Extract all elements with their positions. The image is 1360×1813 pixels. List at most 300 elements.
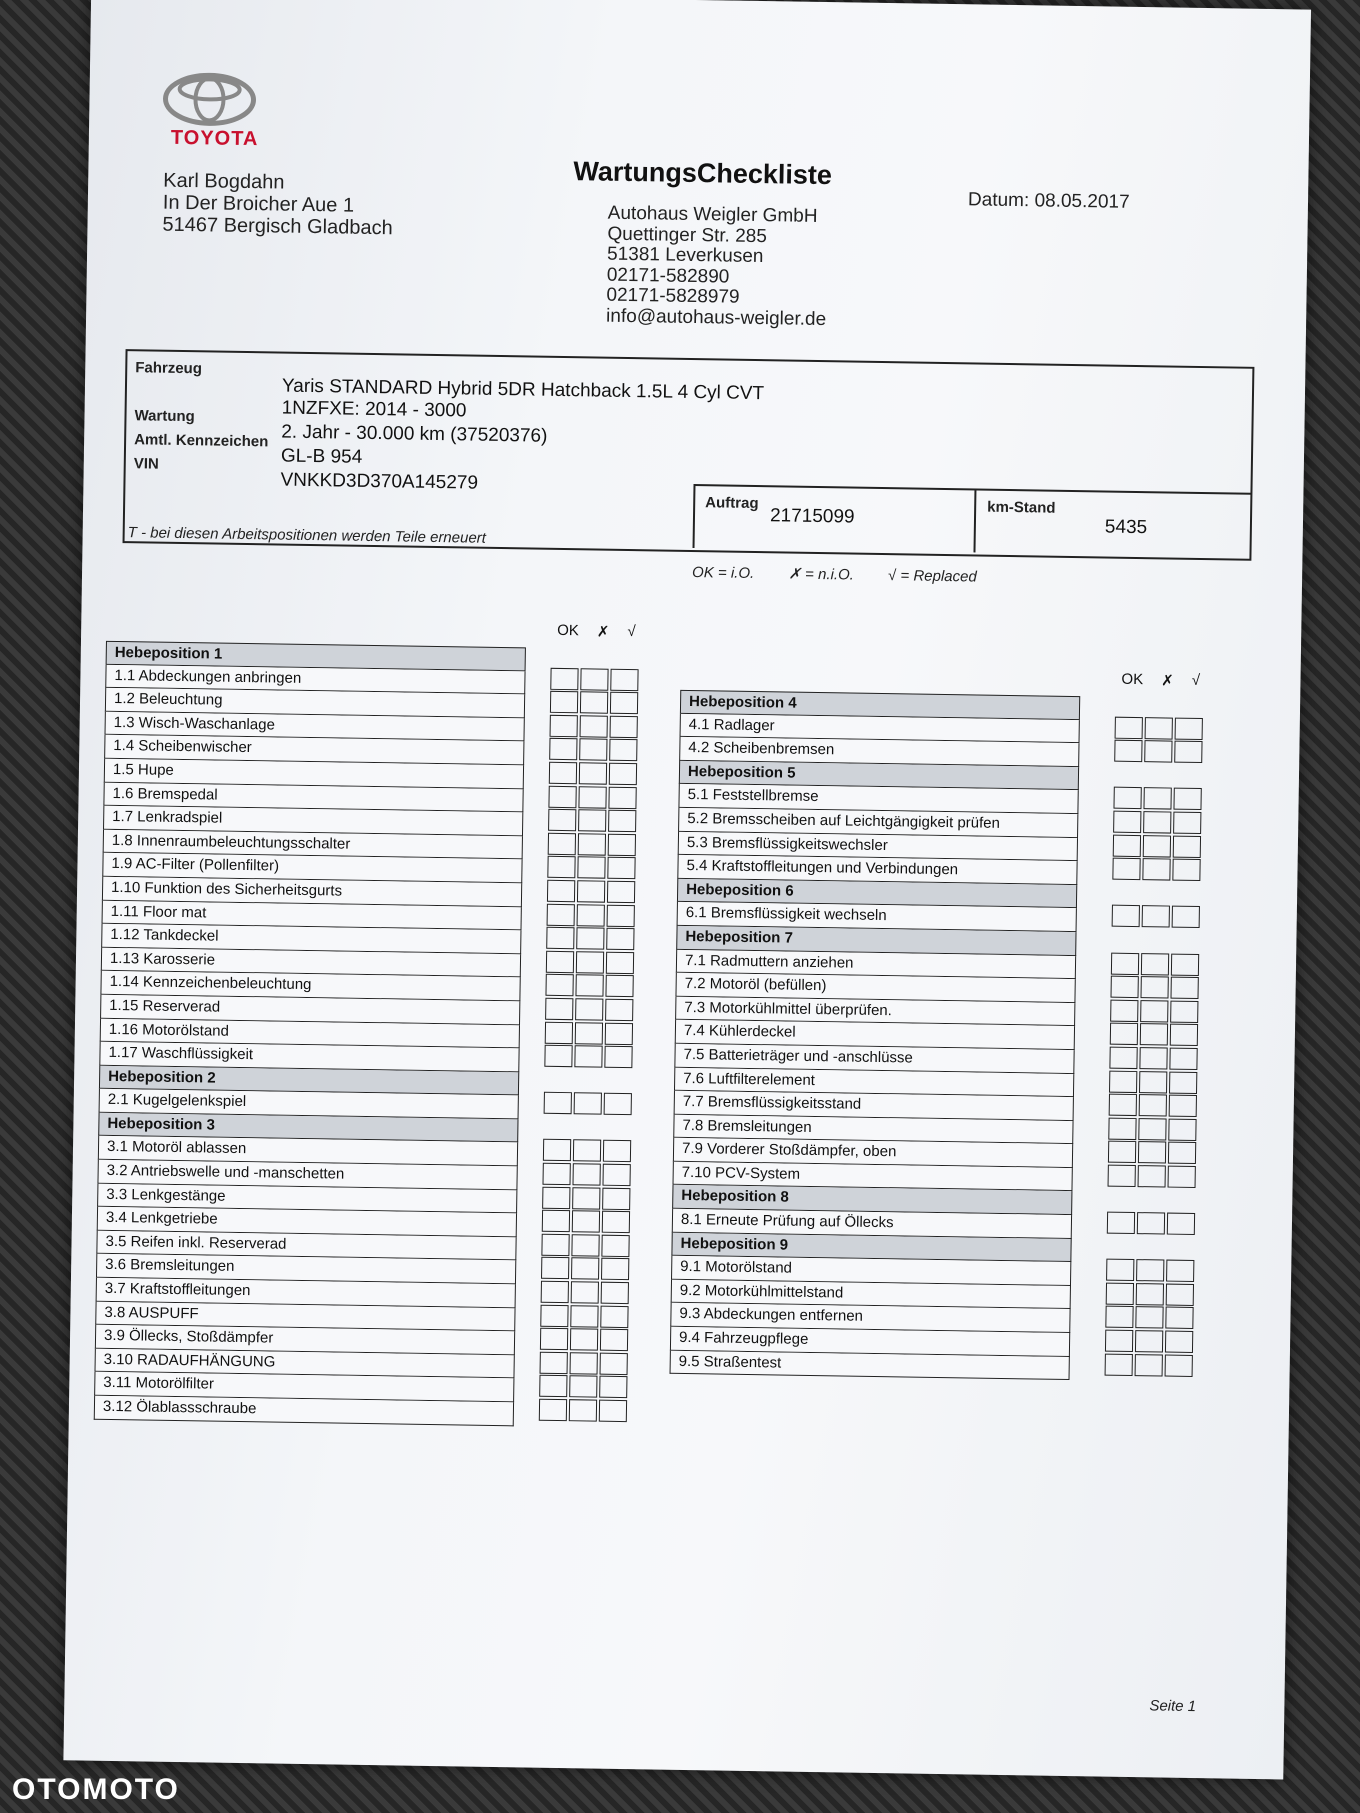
checkbox-replaced[interactable] (600, 1305, 628, 1327)
checkbox-replaced[interactable] (602, 1211, 630, 1233)
service-interval: 2. Jahr - 30.000 km (37520376) (281, 421, 548, 447)
checkbox-ok[interactable] (1106, 1282, 1134, 1304)
checkbox-ok[interactable] (546, 927, 574, 949)
checkbox-nio[interactable] (575, 998, 603, 1020)
checkbox-replaced[interactable] (1169, 1095, 1197, 1117)
checkbox-replaced[interactable] (609, 739, 637, 761)
checkbox-row (546, 950, 636, 975)
checkbox-ok[interactable] (542, 1210, 570, 1232)
checkbox-nio[interactable] (570, 1305, 598, 1327)
section-header: Hebeposition 4 (680, 690, 1080, 720)
checkbox-spacer (551, 644, 641, 669)
checkbox-row (1114, 740, 1204, 765)
checkbox-nio[interactable] (578, 786, 606, 808)
checklist-item: 1.1 Abdeckungen anbringen (105, 664, 525, 694)
checkbox-row (1107, 1212, 1197, 1237)
checkbox-ok[interactable] (542, 1186, 570, 1208)
checkbox-nio[interactable] (1140, 976, 1168, 998)
checklist-item: 5.2 Bremsscheiben auf Leichtgängigkeit prüfen (678, 808, 1078, 838)
dealer-line: 02171-582890 (606, 264, 730, 288)
checklist-item: 1.11 Floor mat (102, 900, 522, 930)
checkbox-replaced[interactable] (1165, 1331, 1193, 1353)
checklist-item: 1.3 Wisch-Waschanlage (105, 712, 525, 742)
checkbox-ok[interactable] (541, 1257, 569, 1279)
checkbox-nio[interactable] (1140, 1000, 1168, 1022)
checkbox-ok[interactable] (1108, 1164, 1136, 1186)
checkbox-nio[interactable] (577, 880, 605, 902)
checkbox-ok[interactable] (540, 1352, 568, 1374)
checkbox-nio[interactable] (570, 1328, 598, 1350)
checkbox-ok[interactable] (1105, 1306, 1133, 1328)
checkbox-replaced[interactable] (1168, 1165, 1196, 1187)
checkbox-nio[interactable] (1136, 1283, 1164, 1305)
checklist-item: 7.2 Motoröl (befüllen) (675, 973, 1075, 1003)
checklist-item: 7.5 Batterieträger und -anschlüsse (674, 1044, 1074, 1074)
label-vin: VIN (133, 455, 159, 473)
checkbox-nio[interactable] (571, 1258, 599, 1280)
checkbox-row (1115, 716, 1205, 741)
dealer-line: 02171-5828979 (606, 284, 740, 308)
checkbox-row (1109, 1047, 1199, 1072)
legend (692, 563, 1007, 586)
checkbox-ok[interactable] (545, 1021, 573, 1043)
checkbox-replaced[interactable] (603, 1140, 631, 1162)
checklist-item: 3.6 Bremsleitungen (96, 1254, 516, 1284)
checkbox-replaced[interactable] (605, 975, 633, 997)
checkbox-nio[interactable] (1141, 953, 1169, 975)
toyota-emblem-icon (159, 72, 260, 129)
checklist-item: 9.3 Abdeckungen entfernen (670, 1303, 1070, 1333)
checkbox-replaced[interactable] (608, 786, 636, 808)
checkbox-replaced[interactable] (1166, 1283, 1194, 1305)
checkbox-row (1108, 1164, 1198, 1189)
legend-nio: ✗ = n.i.O. (788, 565, 855, 584)
checkbox-ok[interactable] (541, 1281, 569, 1303)
checkbox-nio[interactable] (577, 857, 605, 879)
toyota-logo (159, 72, 270, 152)
checkbox-nio[interactable] (1145, 717, 1173, 739)
vehicle-model: Yaris STANDARD Hybrid 5DR Hatchback 1.5L 4 Cyl CVT (281, 375, 765, 405)
checkbox-replaced[interactable] (608, 833, 636, 855)
checkbox-spacer (1107, 1188, 1197, 1213)
checklist-item: 1.10 Funktion des Sicherheitsgurts (102, 877, 522, 907)
column-head-check: √ (1191, 671, 1201, 690)
vin-number: VNKKD3D370A145279 (280, 469, 479, 494)
checkbox-nio[interactable] (1139, 1094, 1167, 1116)
checkbox-nio[interactable] (1139, 1047, 1167, 1069)
section-header: Hebeposition 1 (106, 641, 526, 671)
checkbox-ok[interactable] (1109, 1070, 1137, 1092)
checkbox-nio[interactable] (576, 927, 604, 949)
checkbox-row (1110, 1023, 1200, 1048)
checkbox-replaced[interactable] (599, 1400, 627, 1422)
checkbox-replaced[interactable] (1173, 812, 1201, 834)
checkbox-replaced[interactable] (1169, 1071, 1197, 1093)
checklist-item: 9.5 Straßentest (670, 1350, 1070, 1380)
checkbox-nio[interactable] (571, 1281, 599, 1303)
parts-note: T - bei diesen Arbeitspositionen werden Teile erneuert (127, 524, 487, 547)
checkbox-ok[interactable] (542, 1163, 570, 1185)
checklist-item: 7.9 Vorderer Stoßdämpfer, oben (673, 1138, 1073, 1168)
checkbox-row (550, 715, 640, 740)
checkbox-ok[interactable] (540, 1328, 568, 1350)
checkbox-ok[interactable] (544, 1045, 572, 1067)
checklist-item: 1.8 Innenraumbeleuchtungsschalter (103, 830, 523, 860)
checklist-item: 7.7 Bremsflüssigkeitsstand (674, 1091, 1074, 1121)
checkbox-ok[interactable] (1106, 1259, 1134, 1281)
date: Datum: 08.05.2017 (967, 189, 1130, 213)
checkbox-nio[interactable] (578, 833, 606, 855)
checkbox-row (549, 738, 639, 763)
checkbox-row (1106, 1282, 1196, 1307)
checkbox-ok[interactable] (539, 1399, 567, 1421)
checkbox-row (1112, 858, 1202, 883)
checkbox-row (545, 998, 635, 1023)
checkbox-row (1109, 1070, 1199, 1095)
checkbox-nio[interactable] (574, 1093, 602, 1115)
checkbox-replaced[interactable] (1172, 859, 1200, 881)
checkbox-nio[interactable] (572, 1187, 600, 1209)
checkbox-nio[interactable] (576, 951, 604, 973)
checkbox-replaced[interactable] (607, 857, 635, 879)
checkbox-replaced[interactable] (1170, 977, 1198, 999)
checkbox-nio[interactable] (580, 668, 608, 690)
checkbox-row (1111, 952, 1201, 977)
checkbox-ok[interactable] (545, 998, 573, 1020)
checkbox-nio[interactable] (1139, 1071, 1167, 1093)
checkbox-column-heads (551, 622, 641, 641)
checkbox-nio[interactable] (570, 1352, 598, 1374)
checklist-sheet (63, 0, 1311, 1779)
checkbox-row (547, 856, 637, 881)
checkbox-row (545, 974, 635, 999)
checkbox-ok[interactable] (1113, 834, 1141, 856)
checkbox-replaced[interactable] (609, 763, 637, 785)
column-head-x: ✗ (1161, 672, 1174, 690)
checkbox-replaced[interactable] (605, 1022, 633, 1044)
label-fahrzeug: Fahrzeug (135, 359, 203, 378)
checkbox-replaced[interactable] (1175, 717, 1203, 739)
checkbox-row (550, 667, 640, 692)
checklist-item: 6.1 Bremsflüssigkeit wechseln (677, 902, 1077, 932)
checkbox-nio[interactable] (569, 1376, 597, 1398)
checkbox-ok[interactable] (1107, 1212, 1135, 1234)
checkbox-spacer (1115, 693, 1205, 718)
checkbox-replaced[interactable] (606, 928, 634, 950)
checkbox-ok[interactable] (548, 809, 576, 831)
checkbox-replaced[interactable] (608, 810, 636, 832)
checkbox-nio[interactable] (571, 1234, 599, 1256)
checklist-item: 9.1 Motorölstand (671, 1256, 1071, 1286)
checkbox-nio[interactable] (1135, 1330, 1163, 1352)
checkbox-row (540, 1352, 630, 1377)
checkbox-row (540, 1328, 630, 1353)
checkbox-spacer (1111, 929, 1201, 954)
checkbox-ok[interactable] (1113, 811, 1141, 833)
checkbox-replaced[interactable] (610, 668, 638, 690)
checkbox-row (546, 927, 636, 952)
mileage: 5435 (1104, 516, 1148, 539)
checkbox-ok[interactable] (1105, 1330, 1133, 1352)
section-header: Hebeposition 7 (676, 926, 1076, 956)
checkbox-spacer (544, 1068, 634, 1093)
checkbox-row (543, 1139, 633, 1164)
checkbox-nio[interactable] (572, 1163, 600, 1185)
column-head-check: √ (627, 623, 636, 641)
checkbox-nio[interactable] (569, 1399, 597, 1421)
checkbox-row (544, 1092, 634, 1117)
checkbox-column-heads (1115, 671, 1205, 690)
checkbox-replaced[interactable] (602, 1187, 630, 1209)
checkbox-ok[interactable] (1114, 740, 1142, 762)
checkbox-replaced[interactable] (604, 1093, 632, 1115)
checkbox-row (542, 1163, 632, 1188)
checkbox-replaced[interactable] (604, 1046, 632, 1068)
checkbox-nio[interactable] (580, 715, 608, 737)
checklist-item: 3.9 Öllecks, Stoßdämpfer (95, 1325, 515, 1355)
checkbox-nio[interactable] (573, 1140, 601, 1162)
customer-line: In Der Broicher Aue 1 (162, 191, 355, 217)
checkbox-nio[interactable] (1138, 1118, 1166, 1140)
checklist-item: 3.2 Antriebswelle und -manschetten (97, 1160, 517, 1190)
checkbox-nio[interactable] (578, 809, 606, 831)
checkbox-nio[interactable] (1135, 1354, 1163, 1376)
checkbox-replaced[interactable] (1168, 1118, 1196, 1140)
checkbox-row (548, 833, 638, 858)
checkbox-replaced[interactable] (1166, 1260, 1194, 1282)
checkbox-row (1105, 1353, 1195, 1378)
checklist-item: 7.6 Luftfilterelement (674, 1067, 1074, 1097)
checkbox-replaced[interactable] (606, 951, 634, 973)
checkbox-nio[interactable] (579, 762, 607, 784)
checkbox-replaced[interactable] (1169, 1047, 1197, 1069)
page-number: Seite 1 (1149, 1697, 1197, 1716)
checkbox-replaced[interactable] (1168, 1142, 1196, 1164)
checkbox-ok[interactable] (550, 691, 578, 713)
checkbox-nio[interactable] (575, 975, 603, 997)
checkbox-replaced[interactable] (601, 1235, 629, 1257)
checkbox-row (1106, 1259, 1196, 1284)
checkbox-row (550, 691, 640, 716)
checkbox-replaced[interactable] (1173, 788, 1201, 810)
checkbox-ok[interactable] (1113, 787, 1141, 809)
dealer-line: Autohaus Weigler GmbH (607, 202, 818, 227)
checklist-item: 5.3 Bremsflüssigkeitswechsler (678, 831, 1078, 861)
checkbox-nio[interactable] (1138, 1165, 1166, 1187)
checkbox-nio[interactable] (575, 1022, 603, 1044)
checkbox-ok[interactable] (548, 833, 576, 855)
checkbox-ok[interactable] (1112, 905, 1140, 927)
checkbox-replaced[interactable] (600, 1329, 628, 1351)
checkbox-ok[interactable] (543, 1139, 571, 1161)
checklist-item: 1.14 Kennzeichenbeleuchtung (100, 971, 520, 1001)
column-head-ok: OK (1121, 670, 1144, 689)
checkbox-ok[interactable] (550, 667, 578, 689)
customer-address (162, 170, 393, 240)
checkbox-replaced[interactable] (607, 881, 635, 903)
checkbox-row (1113, 834, 1203, 859)
checkbox-ok[interactable] (1111, 952, 1139, 974)
checkbox-spacer (1106, 1235, 1196, 1260)
checkbox-ok[interactable] (548, 785, 576, 807)
checkbox-replaced[interactable] (601, 1258, 629, 1280)
checkbox-replaced[interactable] (1173, 835, 1201, 857)
checkbox-row (541, 1257, 631, 1282)
label-wartung: Wartung (134, 407, 195, 426)
checkbox-replaced[interactable] (601, 1282, 629, 1304)
checkbox-row (1108, 1117, 1198, 1142)
section-header: Hebeposition 2 (99, 1065, 519, 1095)
dealer-line: 51381 Leverkusen (606, 243, 764, 268)
column-head-x: ✗ (596, 623, 610, 641)
checkbox-row (1113, 811, 1203, 836)
section-header: Hebeposition 3 (98, 1113, 518, 1143)
checkbox-nio[interactable] (1140, 1023, 1168, 1045)
checkbox-replaced[interactable] (599, 1376, 627, 1398)
checkbox-replaced[interactable] (610, 716, 638, 738)
checklist-item: 3.1 Motoröl ablassen (98, 1136, 518, 1166)
brand-name: TOYOTA (170, 126, 259, 151)
checklist-item: 1.4 Scheibenwischer (104, 735, 524, 765)
checkbox-replaced[interactable] (602, 1164, 630, 1186)
label-auftrag: Auftrag (705, 494, 759, 513)
checkbox-nio[interactable] (577, 904, 605, 926)
checkbox-nio[interactable] (1136, 1259, 1164, 1281)
checkbox-row (548, 785, 638, 810)
checkbox-nio[interactable] (1142, 905, 1170, 927)
checkbox-spacer (543, 1116, 633, 1141)
checklist-item: 4.2 Scheibenbremsen (679, 737, 1079, 767)
checkbox-nio[interactable] (572, 1210, 600, 1232)
right-checkboxes (1105, 670, 1206, 1379)
checkbox-replaced[interactable] (1170, 1000, 1198, 1022)
checkbox-ok[interactable] (1109, 1094, 1137, 1116)
checklist-item: 7.3 Motorkühlmittel überprüfen. (675, 997, 1075, 1027)
checklist-item: 1.15 Reserverad (100, 995, 520, 1025)
checklist-item: 1.5 Hupe (104, 759, 524, 789)
checklist-item: 3.7 Kraftstoffleitungen (96, 1278, 516, 1308)
license-plate: GL-B 954 (280, 445, 363, 468)
checkbox-ok[interactable] (547, 903, 575, 925)
checkbox-ok[interactable] (550, 715, 578, 737)
checkbox-replaced[interactable] (610, 692, 638, 714)
checkbox-row (544, 1045, 634, 1070)
checkbox-ok[interactable] (541, 1234, 569, 1256)
customer-line: Karl Bogdahn (163, 169, 285, 194)
order-box (693, 484, 1252, 557)
checkbox-ok[interactable] (546, 950, 574, 972)
checkbox-nio[interactable] (1143, 835, 1171, 857)
checkbox-ok[interactable] (1108, 1141, 1136, 1163)
checkbox-ok[interactable] (1111, 976, 1139, 998)
checkbox-row (540, 1304, 630, 1329)
checkbox-ok[interactable] (1108, 1117, 1136, 1139)
checklist-item: 8.1 Erneute Prüfung auf Öllecks (672, 1209, 1072, 1239)
dealer-line: info@autohaus-weigler.de (605, 305, 827, 330)
legend-ok: OK = i.O. (691, 564, 755, 582)
checkbox-replaced[interactable] (607, 904, 635, 926)
checklist-item: 5.1 Feststellbremse (678, 784, 1078, 814)
right-checklist (670, 690, 1081, 1380)
checkbox-replaced[interactable] (1172, 906, 1200, 928)
checkbox-nio[interactable] (1143, 811, 1171, 833)
checkbox-ok[interactable] (1115, 716, 1143, 738)
checkbox-nio[interactable] (579, 739, 607, 761)
checkbox-ok[interactable] (545, 974, 573, 996)
checkbox-nio[interactable] (1142, 858, 1170, 880)
checkbox-row (1108, 1141, 1198, 1166)
checkbox-ok[interactable] (1110, 1023, 1138, 1045)
checkbox-row (542, 1210, 632, 1235)
checkbox-nio[interactable] (1137, 1212, 1165, 1234)
checkbox-ok[interactable] (549, 738, 577, 760)
checkbox-row (548, 809, 638, 834)
checklist-item: 5.4 Kraftstoffleitungen und Verbindungen (677, 855, 1077, 885)
checkbox-replaced[interactable] (1165, 1307, 1193, 1329)
checkbox-nio[interactable] (574, 1045, 602, 1067)
checkbox-row (547, 903, 637, 928)
checkbox-replaced[interactable] (605, 999, 633, 1021)
checkbox-replaced[interactable] (1167, 1213, 1195, 1235)
vehicle-engine: 1NZFXE: 2014 - 3000 (281, 397, 467, 422)
checkbox-row (545, 1021, 635, 1046)
checkbox-nio[interactable] (580, 691, 608, 713)
page-title: WartungsCheckliste (573, 156, 833, 191)
checkbox-row (541, 1234, 631, 1259)
checkbox-ok[interactable] (547, 856, 575, 878)
checkbox-replaced[interactable] (1171, 953, 1199, 975)
checkbox-replaced[interactable] (600, 1352, 628, 1374)
column-head-ok: OK (557, 621, 580, 640)
checkbox-ok[interactable] (1110, 999, 1138, 1021)
checklist-item: 1.7 Lenkradspiel (103, 806, 523, 836)
checklist-item: 3.8 AUSPUFF (95, 1301, 515, 1331)
checklist-item: 9.4 Fahrzeugpflege (670, 1327, 1070, 1357)
checklist-item: 1.6 Bremspedal (103, 782, 523, 812)
checklist-item: 7.4 Kühlerdeckel (675, 1020, 1075, 1050)
checkbox-ok[interactable] (1105, 1353, 1133, 1375)
checkbox-ok[interactable] (1109, 1047, 1137, 1069)
checklist-item: 1.12 Tankdeckel (101, 924, 521, 954)
checklist-item: 3.5 Reifen inkl. Reserverad (96, 1231, 516, 1261)
checkbox-ok[interactable] (539, 1375, 567, 1397)
checkbox-spacer (1112, 881, 1202, 906)
checkbox-ok[interactable] (544, 1092, 572, 1114)
checkbox-nio[interactable] (1144, 740, 1172, 762)
checkbox-nio[interactable] (1143, 788, 1171, 810)
checkbox-nio[interactable] (1138, 1141, 1166, 1163)
checkbox-ok[interactable] (549, 762, 577, 784)
checklist-item: 2.1 Kugelgelenkspiel (99, 1089, 519, 1119)
checkbox-nio[interactable] (1135, 1307, 1163, 1329)
label-kennzeichen: Amtl. Kennzeichen (134, 431, 269, 451)
checkbox-row (547, 880, 637, 905)
checkbox-replaced[interactable] (1174, 741, 1202, 763)
checklist-item: 9.2 Motorkühlmittelstand (671, 1280, 1071, 1310)
checkbox-ok[interactable] (540, 1304, 568, 1326)
checkbox-ok[interactable] (547, 880, 575, 902)
checkbox-row (1105, 1330, 1195, 1355)
checklist-item: 3.10 RADAUFHÄNGUNG (94, 1349, 514, 1379)
checklist-item: 7.1 Radmuttern anziehen (676, 949, 1076, 979)
checkbox-ok[interactable] (1112, 858, 1140, 880)
left-checklist (94, 641, 526, 1426)
checkbox-row (1112, 905, 1202, 930)
checklist-item: 3.3 Lenkgestänge (97, 1183, 517, 1213)
section-header: Hebeposition 5 (679, 761, 1079, 791)
checkbox-replaced[interactable] (1170, 1024, 1198, 1046)
checkbox-replaced[interactable] (1165, 1354, 1193, 1376)
